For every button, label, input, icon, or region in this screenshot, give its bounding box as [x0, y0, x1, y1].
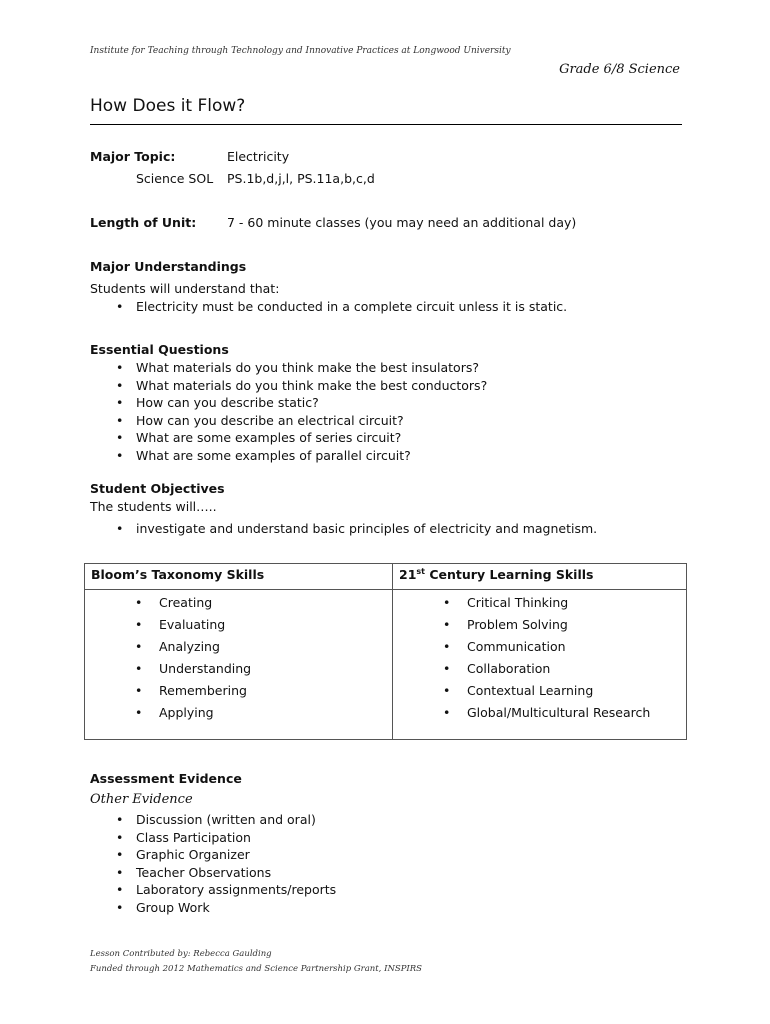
bullet-icon: • [116, 299, 124, 314]
footer-funding: Funded through 2012 Mathematics and Science Partnership Grant, INSPIRS [90, 964, 423, 974]
bullet-icon: • [443, 661, 451, 676]
list-item: • Graphic Organizer [116, 847, 250, 862]
major-topic-label: Major Topic: [90, 149, 176, 164]
list-item: • Electricity must be conducted in a complete circuit unless it is static. [116, 299, 568, 314]
list-item: • Global/Multicultural Research [393, 702, 686, 724]
bullet-icon: • [116, 847, 124, 862]
understandings-list [90, 298, 567, 316]
bullet-icon: • [116, 430, 124, 445]
major-understandings-heading: Major Understandings [90, 259, 247, 274]
century-skills-list [393, 592, 686, 724]
bullet-icon: • [116, 412, 124, 428]
major-topic-value: Electricity [227, 149, 290, 164]
list-item: • Discussion (written and oral) [116, 812, 316, 827]
bullet-icon: • [135, 683, 143, 698]
grade-label: Grade 6/8 Science [559, 62, 680, 77]
list-item: • Critical Thinking [393, 592, 686, 614]
blooms-list [85, 592, 392, 724]
list-item: • Laboratory assignments/reports [116, 882, 337, 897]
bullet-icon: • [135, 617, 143, 632]
list-item: • What are some examples of parallel circuit? [116, 447, 411, 463]
essential-questions-heading: Essential Questions [90, 342, 229, 357]
other-evidence-heading: Other Evidence [90, 792, 193, 807]
list-item: • Group Work [116, 899, 210, 915]
science-sol-value: PS.1b,d,j,l, PS.11a,b,c,d [227, 171, 375, 186]
bullet-icon: • [443, 639, 451, 654]
length-of-unit-value: 7 - 60 minute classes (you may need an additional day) [227, 215, 577, 230]
list-item: • What materials do you think make the best insulators? [116, 360, 479, 375]
list-item: • Analyzing [85, 636, 392, 658]
bullet-icon: • [135, 639, 143, 654]
understandings-intro: Students will understand that: [90, 281, 280, 296]
institute-header: Institute for Teaching through Technology and Innovative Practices at Longwood University [90, 46, 511, 56]
list-item: • Teacher Observations [116, 864, 272, 880]
list-item: • Evaluating [85, 614, 392, 636]
blooms-header: Bloom’s Taxonomy Skills [85, 564, 393, 590]
bullet-icon: • [443, 617, 451, 632]
bullet-icon: • [443, 595, 451, 610]
bullet-icon: • [116, 899, 124, 915]
objectives-list [90, 520, 597, 538]
bullet-icon: • [443, 705, 451, 720]
bullet-icon: • [116, 447, 124, 463]
bullet-icon: • [135, 705, 143, 720]
bullet-icon: • [116, 395, 124, 410]
blooms-cell [85, 590, 393, 740]
assessment-evidence-heading: Assessment Evidence [90, 771, 242, 786]
essential-questions-list [90, 359, 487, 464]
list-item: • Remembering [85, 680, 392, 702]
bullet-icon: • [116, 882, 124, 897]
list-item: • Class Participation [116, 829, 251, 845]
bullet-icon: • [116, 521, 124, 536]
student-objectives-heading: Student Objectives [90, 481, 225, 496]
list-item: • Creating [85, 592, 392, 614]
bullet-icon: • [135, 595, 143, 610]
list-item: • investigate and understand basic principles of electricity and magnetism. [116, 521, 598, 536]
bullet-icon: • [116, 812, 124, 827]
bullet-icon: • [135, 661, 143, 676]
skills-table [84, 563, 687, 740]
list-item: • What materials do you think make the best conductors? [116, 377, 488, 393]
bullet-icon: • [116, 864, 124, 880]
bullet-icon: • [116, 360, 124, 375]
list-item: • Understanding [85, 658, 392, 680]
page-title: How Does it Flow? [90, 96, 246, 116]
list-item: • Contextual Learning [393, 680, 686, 702]
bullet-icon: • [116, 377, 124, 393]
science-sol-label: Science SOL [136, 171, 214, 186]
footer-contributor: Lesson Contributed by: Rebecca Gaulding [90, 949, 272, 959]
list-item: • Applying [85, 702, 392, 724]
century-skills-header: 21st Century Learning Skills [393, 564, 687, 590]
objectives-intro: The students will….. [90, 499, 217, 514]
title-divider [90, 124, 682, 125]
list-item: • How can you describe static? [116, 395, 319, 410]
list-item: • How can you describe an electrical circuit? [116, 412, 404, 428]
list-item: • Collaboration [393, 658, 686, 680]
length-of-unit-label: Length of Unit: [90, 215, 197, 230]
list-item: • Problem Solving [393, 614, 686, 636]
assessment-list [90, 811, 336, 916]
century-skills-cell [393, 590, 687, 740]
list-item: • What are some examples of series circuit? [116, 430, 402, 445]
bullet-icon: • [443, 683, 451, 698]
list-item: • Communication [393, 636, 686, 658]
bullet-icon: • [116, 829, 124, 845]
